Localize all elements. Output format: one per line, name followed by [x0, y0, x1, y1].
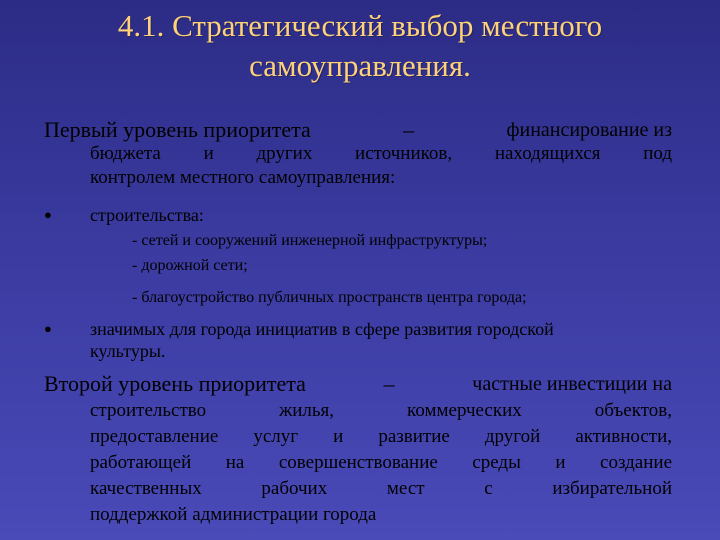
- level1-continuation: [44, 142, 672, 190]
- bullet-item: [44, 318, 672, 362]
- level2-cont-line3: работающей на совершенствование среды и создание: [90, 452, 672, 473]
- level2-tail: частные инвестиции на: [472, 373, 672, 395]
- bullet-text-line1: значимых для города инициатив в сфере развития городской: [90, 319, 554, 339]
- sub-item: - сетей и сооружений инженерной инфраструктуры;: [132, 232, 488, 249]
- bullet-item: [44, 204, 672, 226]
- level1-tail: финансирование из: [506, 119, 672, 141]
- level1-cont-line2: контролем местного самоуправления:: [90, 167, 396, 188]
- bullet-icon: ●: [44, 207, 52, 222]
- level2-cont-line5: поддержкой администрации города: [90, 504, 377, 525]
- level2-continuation: [44, 398, 672, 528]
- title-line-1: 4.1. Стратегический выбор местного: [117, 8, 603, 43]
- level2-paragraph: [44, 370, 672, 528]
- bullet-text: [44, 318, 672, 362]
- level1-paragraph: [44, 116, 672, 190]
- level1-head: Первый уровень приоритета: [44, 117, 311, 142]
- slide-title: [0, 6, 720, 86]
- level1-dash: –: [403, 117, 415, 142]
- bullet-icon: ●: [44, 321, 52, 336]
- level2-lead: [44, 370, 672, 398]
- level2-cont-line1: строительство жилья, коммерческих объектов,: [90, 400, 672, 421]
- level2-dash: –: [383, 371, 395, 396]
- sub-item: - дорожной сети;: [132, 257, 248, 274]
- bullet-text-line2: культуры.: [90, 341, 166, 361]
- title-line-2: самоуправления.: [249, 48, 471, 83]
- level1-cont-line1: бюджета и других источников, находящихся под: [90, 143, 672, 164]
- level2-cont-line4: качественных рабочих мест с избирательной: [90, 478, 672, 499]
- level2-cont-line2: предоставление услуг и развитие другой активности,: [90, 426, 672, 447]
- level1-lead: [44, 116, 672, 144]
- level2-head: Второй уровень приоритета: [44, 371, 306, 396]
- sub-item: - благоустройство публичных пространств центра города;: [132, 289, 527, 306]
- bullet-text: строительства:: [90, 205, 204, 225]
